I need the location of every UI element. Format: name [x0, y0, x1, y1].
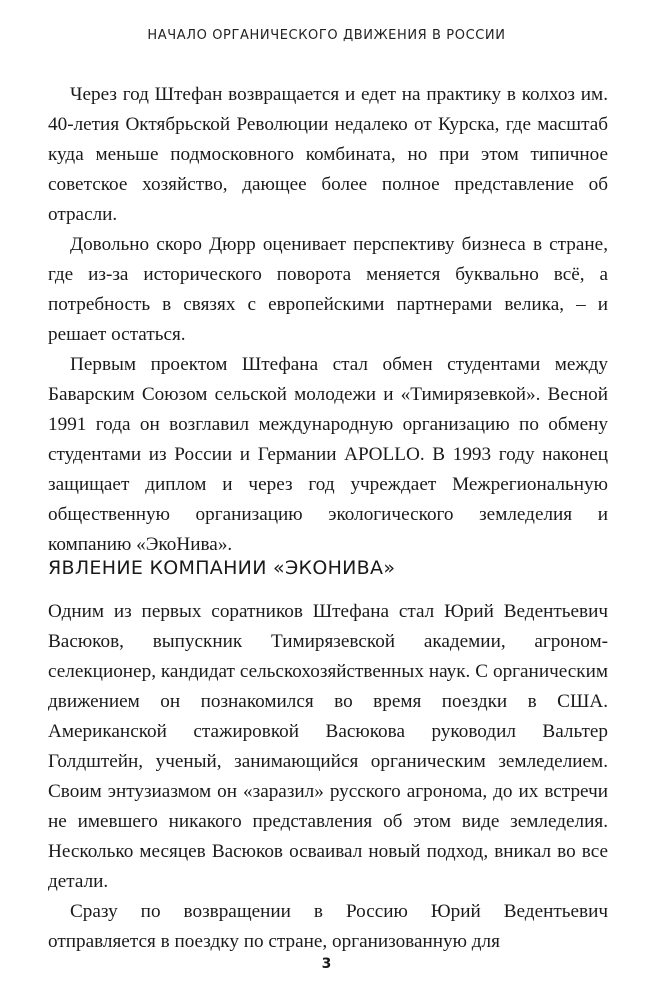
- paragraph: Через год Штефан возвращается и едет на практику в колхоз им. 40-летия Октябрьской Революции недалеко от Курска, где масштаб куда меньше подмосковного комбината, но при этом типичное советское хозяйство, дающее более полное представление об отрасли.: [48, 84, 608, 225]
- page-number: 3: [321, 956, 332, 972]
- running-head: НАЧАЛО ОРГАНИЧЕСКОГО ДВИЖЕНИЯ В РОССИИ: [147, 28, 506, 43]
- text-block-before-heading: [48, 80, 608, 560]
- paragraph: Довольно скоро Дюрр оценивает перспективу бизнеса в стране, где из-за исторического поворота меняется буквально всё, а потребность в связях с европейскими партнерами велика, – и решает остаться.: [48, 234, 608, 345]
- paragraph: Сразу по возвращении в Россию Юрий Ведентьевич отправляется в поездку по стране, организованную для: [48, 901, 608, 952]
- paragraph: Одним из первых соратников Штефана стал Юрий Ведентьевич Васюков, выпускник Тимирязевской академии, агроном-селекционер, кандидат сельскохозяйственных наук. С органическим движением он познакомился во время поездки в США. Американской стажировкой Васюкова руководил Вальтер Голдштейн, ученый, занимающийся органическим земледелием. Своим энтузиазмом он «заразил» русского агронома, до их встречи не имевшего никакого представления об этом виде земледелия. Несколько месяцев Васюков осваивал новый подход, вникал во все детали.: [48, 601, 608, 892]
- text-block-after-heading: [48, 597, 608, 957]
- section-heading: ЯВЛЕНИЕ КОМПАНИИ «ЭКОНИВА»: [48, 557, 396, 579]
- paragraph: Первым проектом Штефана стал обмен студентами между Баварским Союзом сельской молодежи и «Тимирязевкой». Весной 1991 года он возглавил международную организацию по обмену студентами из России и Германии APOLLO. В 1993 году наконец защищает диплом и через год учреждает Межрегиональную общественную организацию экологического земледелия и компанию «ЭкоНива».: [48, 354, 608, 555]
